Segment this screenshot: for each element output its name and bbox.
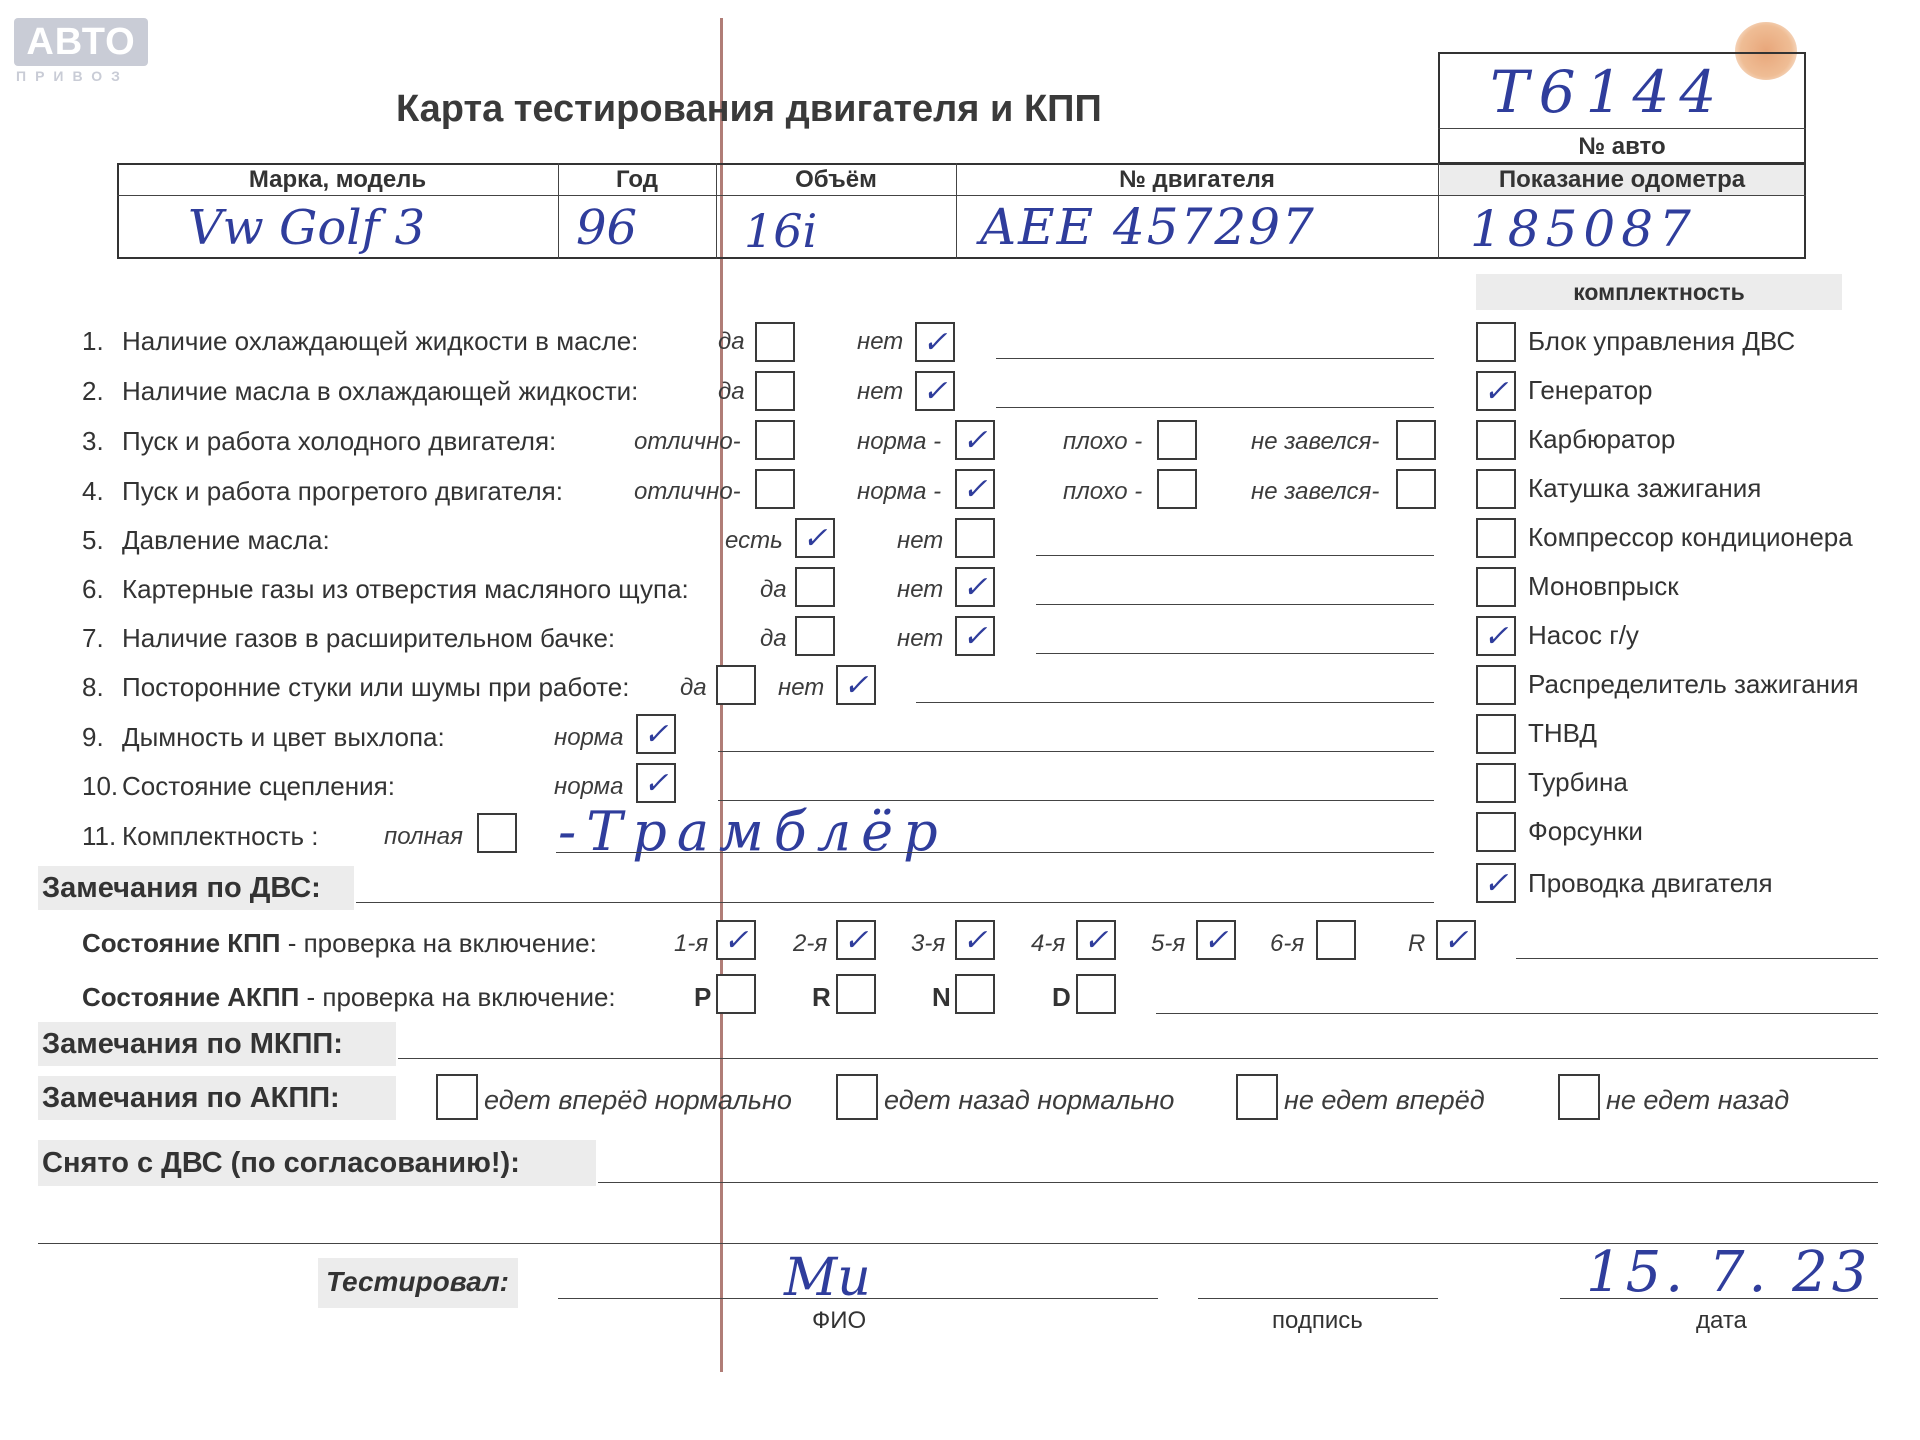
- remarks-auto-label: Замечания по АКПП:: [42, 1082, 340, 1114]
- option-label: нет: [897, 527, 944, 554]
- answer-line: [1036, 653, 1434, 654]
- auto-gear-p-checkbox[interactable]: [716, 974, 756, 1014]
- auto-gearbox-label: [82, 982, 616, 1013]
- option-label: нет: [778, 674, 825, 701]
- option-label: нет: [897, 576, 944, 603]
- completeness-label: Компрессор кондиционера: [1528, 522, 1853, 552]
- fio-value: Ми: [784, 1248, 871, 1308]
- remarks-manual-label: Замечания по МКПП:: [42, 1028, 343, 1060]
- fio-caption: ФИО: [812, 1307, 867, 1334]
- completeness-checkbox[interactable]: [1476, 518, 1516, 558]
- row7-yes-checkbox[interactable]: [795, 616, 835, 656]
- gear-label: 4-я: [1031, 930, 1066, 957]
- row3-bad-checkbox[interactable]: [1157, 420, 1197, 460]
- row-text: Дымность и цвет выхлопа:: [122, 722, 445, 752]
- gear-label: R: [1408, 930, 1426, 957]
- auto-gearbox-line: [1156, 1013, 1878, 1014]
- option-label: да: [680, 674, 707, 701]
- engine-number-value: AEE 457297: [980, 198, 1316, 256]
- row1-yes-checkbox[interactable]: [755, 322, 795, 362]
- auto-gear-r-checkbox[interactable]: [836, 974, 876, 1014]
- auto-gear-label: R: [812, 982, 831, 1012]
- completeness-label: Проводка двигателя: [1528, 868, 1773, 898]
- gear-3-checkbox[interactable]: ✓: [955, 920, 995, 960]
- row8-no-checkbox[interactable]: ✓: [836, 665, 876, 705]
- auto-forward-ok-checkbox[interactable]: [436, 1074, 478, 1120]
- option-label: отлично-: [634, 428, 741, 455]
- completeness-title: комплектность: [1573, 279, 1745, 305]
- option-label: норма: [554, 773, 624, 800]
- answer-line: [556, 852, 1434, 853]
- completeness-checkbox[interactable]: ✓: [1476, 616, 1516, 656]
- option-label: да: [760, 625, 787, 652]
- option-label: плохо -: [1063, 428, 1143, 455]
- completeness-checkbox[interactable]: [1476, 714, 1516, 754]
- removed-line: [598, 1182, 1878, 1183]
- auto-no-forward-checkbox[interactable]: [1236, 1074, 1278, 1120]
- row10-normal-checkbox[interactable]: ✓: [636, 763, 676, 803]
- auto-gear-d-checkbox[interactable]: [1076, 974, 1116, 1014]
- completeness-checkbox[interactable]: [1476, 763, 1516, 803]
- manual-gearbox-subtitle: - проверка на включение:: [280, 928, 597, 958]
- row-number: 6.: [82, 574, 104, 604]
- gear-5-checkbox[interactable]: ✓: [1196, 920, 1236, 960]
- gear-4-checkbox[interactable]: ✓: [1076, 920, 1116, 960]
- gear-r-checkbox[interactable]: ✓: [1436, 920, 1476, 960]
- manual-gearbox-title: Состояние КПП: [82, 928, 281, 958]
- option-label: нет: [857, 378, 904, 405]
- completeness-checkbox[interactable]: [1476, 812, 1516, 852]
- row1-no-checkbox[interactable]: ✓: [915, 322, 955, 362]
- sign-line: [1198, 1298, 1438, 1299]
- option-label: есть: [725, 527, 783, 554]
- gear-1-checkbox[interactable]: ✓: [716, 920, 756, 960]
- logo: АВТО: [14, 18, 148, 66]
- auto-backward-ok-checkbox[interactable]: [836, 1074, 878, 1120]
- row4-normal-checkbox[interactable]: ✓: [955, 469, 995, 509]
- completeness-label: ТНВД: [1528, 718, 1598, 748]
- remarks-manual-line: [398, 1058, 1878, 1059]
- row9-normal-checkbox[interactable]: ✓: [636, 714, 676, 754]
- logo-subtitle: ПРИВОЗ: [16, 68, 129, 84]
- date-caption: дата: [1696, 1307, 1747, 1334]
- year-value: 96: [576, 200, 638, 256]
- row-text: Пуск и работа прогретого двигателя:: [122, 476, 563, 506]
- completeness-checkbox[interactable]: [1476, 322, 1516, 362]
- row-text: Пуск и работа холодного двигателя:: [122, 426, 557, 456]
- row-number: 5.: [82, 525, 104, 555]
- row-number: 7.: [82, 623, 104, 653]
- completeness-label: Распределитель зажигания: [1528, 669, 1859, 699]
- tested-label: Тестировал:: [326, 1266, 509, 1297]
- auto-gearbox-subtitle: - проверка на включение:: [299, 982, 616, 1012]
- row3-nostart-checkbox[interactable]: [1396, 420, 1436, 460]
- completeness-checkbox[interactable]: [1476, 420, 1516, 460]
- row4-bad-checkbox[interactable]: [1157, 469, 1197, 509]
- row-number: 2.: [82, 376, 104, 406]
- gear-6-checkbox[interactable]: [1316, 920, 1356, 960]
- completeness-label: Форсунки: [1528, 816, 1643, 846]
- row-text: Наличие охлаждающей жидкости в масле:: [122, 326, 639, 356]
- answer-line: [1036, 604, 1434, 605]
- auto-remark-option: не едет вперёд: [1284, 1085, 1485, 1115]
- date-line: [1560, 1298, 1878, 1299]
- completeness-label: Турбина: [1528, 767, 1628, 797]
- removed-label: Снято с ДВС (по согласованию!):: [42, 1147, 520, 1179]
- row-number: 3.: [82, 426, 104, 456]
- remarks-engine-line: [356, 902, 1434, 903]
- row-number: 11.: [82, 821, 117, 851]
- completeness-checkbox[interactable]: [1476, 665, 1516, 705]
- volume-value: 16i: [744, 204, 818, 258]
- row8-yes-checkbox[interactable]: [716, 665, 756, 705]
- completeness-label: Насос г/у: [1528, 620, 1639, 650]
- page-title: Карта тестирования двигателя и КПП: [396, 88, 1102, 130]
- auto-gear-label: N: [932, 982, 951, 1012]
- completeness-checkbox[interactable]: [1476, 469, 1516, 509]
- col-header-odometer: Показание одометра: [1498, 166, 1746, 193]
- gear-label: 6-я: [1270, 930, 1305, 957]
- row5-present-checkbox[interactable]: ✓: [795, 518, 835, 558]
- auto-remark-option: едет вперёд нормально: [484, 1085, 792, 1115]
- row5-absent-checkbox[interactable]: [955, 518, 995, 558]
- option-label: норма -: [857, 478, 942, 505]
- row-text: Наличие масла в охлаждающей жидкости:: [122, 376, 639, 406]
- completeness-label: Моновпрыск: [1528, 571, 1679, 601]
- answer-line: [996, 358, 1434, 359]
- row-text: Комплектность :: [122, 821, 319, 851]
- sign-caption: подпись: [1272, 1307, 1363, 1334]
- completeness-label: Карбюратор: [1528, 424, 1676, 454]
- option-label: нет: [897, 625, 944, 652]
- gear-label: 5-я: [1151, 930, 1186, 957]
- option-label: не завелся-: [1251, 478, 1380, 505]
- fio-line: [558, 1298, 1158, 1299]
- date-value: 15. 7. 23: [1586, 1240, 1872, 1305]
- odometer-value: 185087: [1470, 200, 1697, 258]
- row2-yes-checkbox[interactable]: [755, 371, 795, 411]
- gear-label: 2-я: [793, 930, 828, 957]
- auto-remark-option: не едет назад: [1606, 1085, 1790, 1115]
- row-number: 8.: [82, 672, 104, 702]
- row-text: Картерные газы из отверстия масляного щупа:: [122, 574, 689, 604]
- answer-line: [1036, 555, 1434, 556]
- completeness-label: Катушка зажигания: [1528, 473, 1762, 503]
- auto-no-backward-checkbox[interactable]: [1558, 1074, 1600, 1120]
- missing-parts-note: -Трамблёр: [558, 800, 948, 863]
- manual-gearbox-line: [1516, 958, 1878, 959]
- row-number: 1.: [82, 326, 104, 356]
- car-number-label: № авто: [1578, 133, 1666, 160]
- row6-no-checkbox[interactable]: ✓: [955, 567, 995, 607]
- row3-normal-checkbox[interactable]: ✓: [955, 420, 995, 460]
- row6-yes-checkbox[interactable]: [795, 567, 835, 607]
- completeness-label: Блок управления ДВС: [1528, 326, 1796, 356]
- option-label: да: [718, 328, 745, 355]
- option-label: не завелся-: [1251, 428, 1380, 455]
- completeness-checkbox[interactable]: [1476, 567, 1516, 607]
- car-number-value: Т6144: [1490, 58, 1727, 126]
- row3-excellent-checkbox[interactable]: [755, 420, 795, 460]
- gear-2-checkbox[interactable]: ✓: [836, 920, 876, 960]
- remarks-engine-label: Замечания по ДВС:: [42, 872, 321, 904]
- auto-remark-option: едет назад нормально: [884, 1085, 1175, 1115]
- auto-gearbox-title: Состояние АКПП: [82, 982, 300, 1012]
- manual-gearbox-label: [82, 928, 597, 959]
- col-header-engine-number: № двигателя: [1119, 166, 1275, 193]
- option-label: норма: [554, 724, 624, 751]
- row-text: Давление масла:: [122, 525, 330, 555]
- auto-gear-label: D: [1052, 982, 1071, 1012]
- completeness-label: Генератор: [1528, 375, 1653, 405]
- row-text: Состояние сцепления:: [122, 771, 395, 801]
- option-label: да: [718, 378, 745, 405]
- row-text: Наличие газов в расширительном бачке:: [122, 623, 616, 653]
- row2-no-checkbox[interactable]: ✓: [915, 371, 955, 411]
- header-table-divider: [117, 195, 1806, 196]
- row4-nostart-checkbox[interactable]: [1396, 469, 1436, 509]
- row11-full-checkbox[interactable]: [477, 813, 517, 853]
- option-label: плохо -: [1063, 478, 1143, 505]
- answer-line: [718, 751, 1434, 752]
- answer-line: [916, 702, 1434, 703]
- row-number: 9.: [82, 722, 104, 752]
- option-label: полная: [384, 823, 463, 850]
- auto-gear-n-checkbox[interactable]: [955, 974, 995, 1014]
- option-label: нет: [857, 328, 904, 355]
- row-text: Посторонние стуки или шумы при работе:: [122, 672, 630, 702]
- col-header-volume: Объём: [795, 166, 877, 193]
- answer-line: [996, 407, 1434, 408]
- completeness-checkbox[interactable]: ✓: [1476, 371, 1516, 411]
- col-header-year: Год: [616, 166, 658, 193]
- row4-excellent-checkbox[interactable]: [755, 469, 795, 509]
- make-model-value: Vw Golf 3: [188, 200, 426, 256]
- row-number: 10.: [82, 771, 119, 801]
- option-label: норма -: [857, 428, 942, 455]
- auto-gear-label: P: [694, 982, 712, 1012]
- car-number-divider: [1438, 128, 1806, 129]
- gear-label: 1-я: [674, 930, 709, 957]
- col-header-make-model: Марка, модель: [248, 166, 427, 193]
- option-label: да: [760, 576, 787, 603]
- completeness-checkbox[interactable]: ✓: [1476, 863, 1516, 903]
- row-number: 4.: [82, 476, 104, 506]
- gear-label: 3-я: [911, 930, 946, 957]
- row7-no-checkbox[interactable]: ✓: [955, 616, 995, 656]
- option-label: отлично-: [634, 478, 741, 505]
